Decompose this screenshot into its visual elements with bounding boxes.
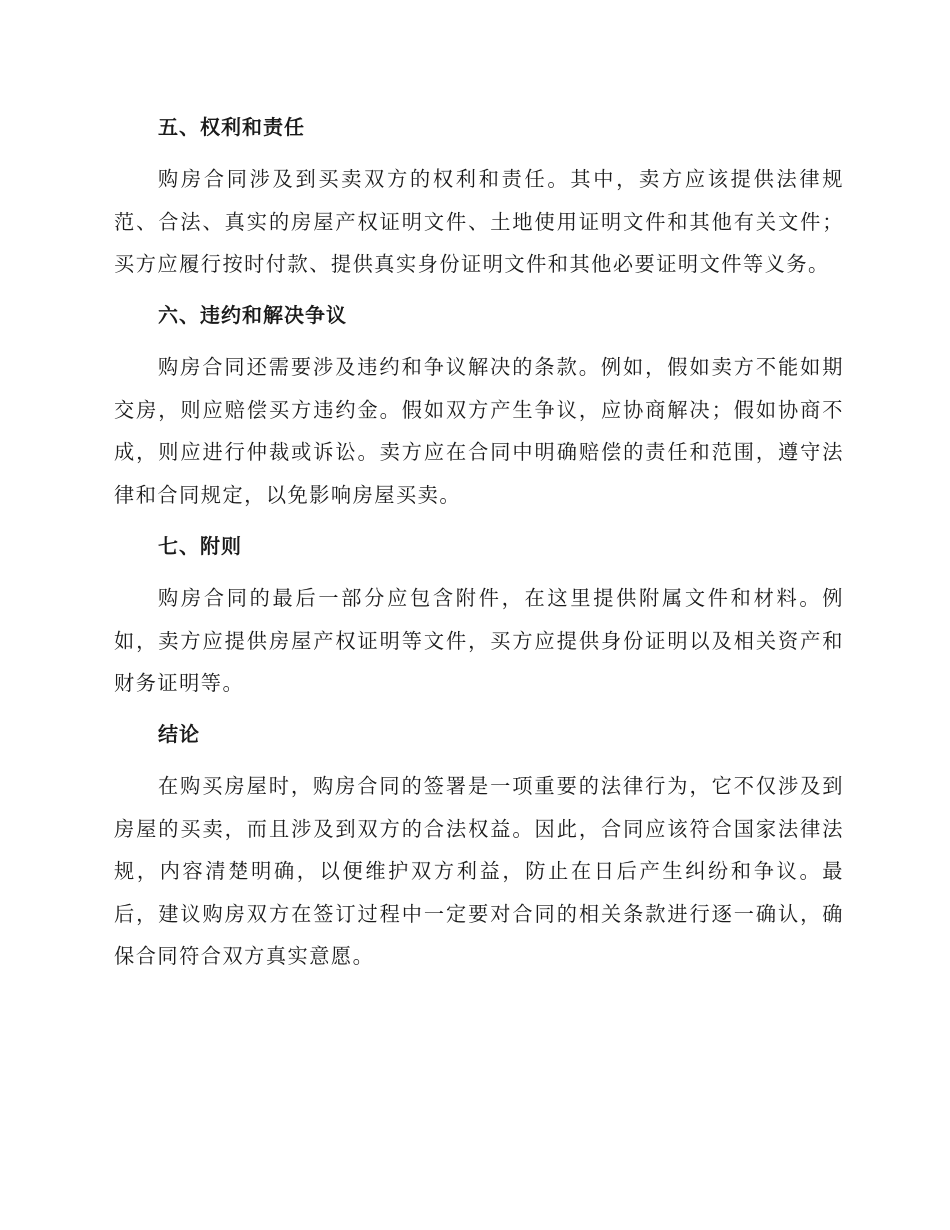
section-body-conclusion: 在购买房屋时，购房合同的签署是一项重要的法律行为，它不仅涉及到房屋的买卖，而且涉及到双方的合法权益。因此，合同应该符合国家法律法规，内容清楚明确，以便维护双方利益，防止在日后产生纠纷和争议。最后，建议购房双方在签订过程中一定要对合同的相关条款进行逐一确认，确保合同符合双方真实意愿。 (114, 774, 844, 969)
section-heading-supplementary: 七、附则 (158, 534, 242, 558)
section-heading-breach-disputes: 六、违约和解决争议 (158, 303, 347, 327)
section-body-rights-responsibilities: 购房合同涉及到买卖双方的权利和责任。其中，卖方应该提供法律规范、合法、真实的房屋产权证明文件、土地使用证明文件和其他有关文件；买方应履行按时付款、提供真实身份证明文件和其他必要证明文件等义务。 (114, 167, 844, 277)
section-body-breach-disputes: 购房合同还需要涉及违约和争议解决的条款。例如，假如卖方不能如期交房，则应赔偿买方违约金。假如双方产生争议，应协商解决；假如协商不成，则应进行仲裁或诉讼。卖方应在合同中明确赔偿的责任和范围，遵守法律和合同规定，以免影响房屋买卖。 (114, 355, 844, 507)
section-heading-conclusion: 结论 (158, 722, 200, 746)
section-body-supplementary: 购房合同的最后一部分应包含附件，在这里提供附属文件和材料。例如，卖方应提供房屋产权证明等文件，买方应提供身份证明以及相关资产和财务证明等。 (114, 586, 844, 696)
section-heading-rights-responsibilities: 五、权利和责任 (158, 115, 305, 139)
